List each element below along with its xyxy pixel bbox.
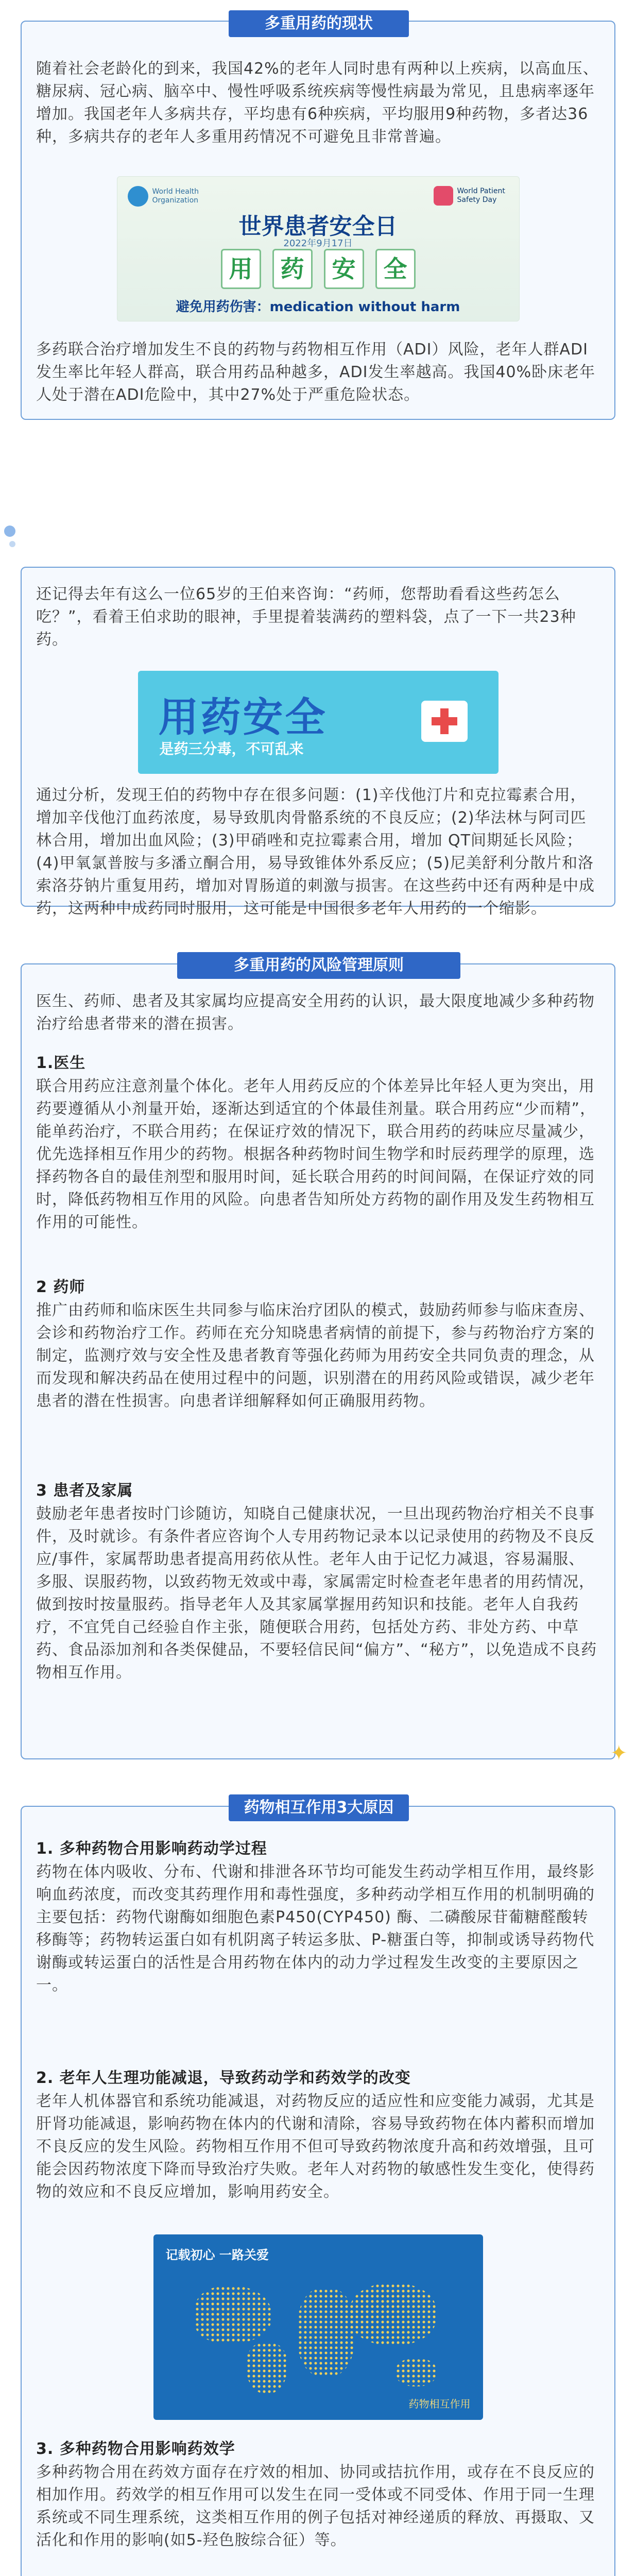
- medicine-box-icon: [421, 701, 468, 742]
- sparkle-icon: ✦: [610, 1741, 628, 1765]
- section-title-principles: 多重用药的风险管理原则: [177, 952, 460, 979]
- char-tile-3: 安: [324, 249, 364, 289]
- cause-1-body: 药物在体内吸收、分布、代谢和排泄各环节均可能发生药动学相互作用，最终影响血药浓度，而改变其药理作用和毒性强度，多种药动学相互作用的机制明确的主要包括：药物代谢酶如细胞色素P450(CYP450) 酶、二磷酸尿苷葡糖醛酸转移酶等；药物转运蛋白如有机阴离子转运多肽、P-糖蛋白等，抑制或诱导药物代谢酶或转运蛋白的活性是合用药物在体内的动力学过程发生改变的主要原因之一。: [36, 1863, 595, 1994]
- banner-subtitle: 是药三分毒，不可乱来: [159, 740, 304, 757]
- patient-heading: 3 患者及家属: [36, 1482, 133, 1500]
- section-title-causes: 药物相互作用3大原因: [229, 1794, 409, 1821]
- risk-principles-card: [21, 956, 615, 1759]
- case-paragraph-2: 通过分析，发现王伯的药物中存在很多问题：(1)辛伐他汀片和克拉霉素合用，增加辛伐他汀血药浓度，易导致肌肉骨骼系统的不良反应；(2)华法林与阿司匹林合用，增加出血风险；(3)甲硝唑和克拉霉素合用，增加 QT间期延长风险；(4)甲氧氯普胺与多潘立酮合用，易导致锥体外系反应；(5)尼美舒利分散片和洛索洛芬钠片重复用药，增加对胃肠道的刺激与损害。在这些药中还有两种是中成药，这两种中成药同时服用，这可能是中国很多老年人用药的一个缩影。: [36, 786, 595, 918]
- pharmacist-body: 推广由药师和临床医生共同参与临床治疗团队的模式，鼓励药师参与临床查房、会诊和药物治疗工作。药师在充分知晓患者病情的前提下，参与药物治疗方案的制定，监测疗效与安全性及患者教育等强化药师为用药安全共同负责的理念，从而发现和解决药品在使用过程中的问题，识别潜在的用药风险或错误，减少老年患者的潜在性损害。向患者详细解释如何正确服用药物。: [36, 1301, 595, 1410]
- decor-dot: [4, 526, 15, 537]
- banner-characters: [117, 249, 519, 289]
- status-paragraph-1: 随着社会老龄化的到来，我国42%的老年人同时患有两种以上疾病，以高血压、糖尿病、冠心病、脑卒中、慢性呼吸系统疾病等慢性病最为常见，且患病率逐年增加。我国老年人多病共存，平均患有6种疾病，平均服用9种药物，多者达36种，多病共存的老年人多重用药情况不可避免且非常普遍。: [36, 60, 599, 146]
- banner-title: 用药安全: [158, 694, 328, 741]
- principles-intro: 医生、药师、患者及其家属均应提高安全用药的认识，最大限度地减少多种药物治疗给患者带来的潜在损害。: [36, 992, 595, 1033]
- interaction-causes-card: [21, 1799, 615, 2576]
- char-tile-1: 用: [221, 249, 261, 289]
- poster-caption: 记载初心 一路关爱: [165, 2248, 269, 2262]
- status-paragraph-2: 多药联合治疗增加发生不良的药物与药物相互作用（ADI）风险，老年人群ADI发生率比年轻人群高，联合用药品种越多，ADI发生率越高。我国40%卧床老年人处于潜在ADI危险中，其中27%处于严重危险状态。: [36, 341, 596, 404]
- who-logo: [128, 186, 209, 207]
- status-card: [21, 14, 615, 420]
- banner-title: 世界患者安全日: [238, 213, 398, 240]
- case-paragraph-1: 还记得去年有这么一位65岁的王伯来咨询：“药师，您帮助看看这些药怎么吃？”，看着王伯求助的眼神，手里提着装满药的塑料袋，点了一下一共23种药。: [36, 585, 576, 649]
- cause-1-heading: 1. 多种药物合用影响药动学过程: [36, 1840, 267, 1858]
- cause-2-heading: 2. 老年人生理功能减退，导致药动学和药效学的改变: [36, 2069, 411, 2087]
- doctor-heading: 1.医生: [36, 1054, 86, 1072]
- pharmacist-heading: 2 药师: [36, 1278, 85, 1296]
- patient-safety-day-banner: [117, 176, 520, 321]
- medication-safety-banner: [138, 671, 499, 774]
- wpsd-logo-text: World Patient Safety Day: [457, 187, 505, 204]
- char-tile-2: 药: [272, 249, 313, 289]
- world-map-dots: [190, 2281, 447, 2394]
- banner-slogan: 避免用药伤害：medication without harm: [176, 299, 460, 315]
- cause-2-body: 老年人机体器官和系统功能减退，对药物反应的适应性和应变能力减弱，尤其是肝肾功能减退，影响药物在体内的代谢和清除，容易导致药物在体内蓄积而增加不良反应的发生风险。药物相互作用不但可导致药物浓度升高和药效增强，且可能会因药物浓度下降而导致治疗失败。老年人对药物的敏感性发生变化，使得药物的效应和不良反应增加，影响用药安全。: [36, 2092, 595, 2201]
- globe-icon: [128, 186, 148, 207]
- patient-body: 鼓励老年患者按时门诊随访，知晓自己健康状况，一旦出现药物治疗相关不良事件，及时就诊。有条件者应咨询个人专用药物记录本以记录使用的药物及不良反应/事件，家属帮助患者提高用药依从性。老年人由于记忆力减退，容易漏服、多服、误服药物，以致药物无效或中毒，家属需定时检查老年患者的用药情况，做到按时按量服药。指导老年人及其家属掌握用药知识和技能。老年人自我药疗，不宜凭自己经验自作主张，随便联合用药，包括处方药、非处方药、中草药、食品添加剂和各类保健品，不要轻信民间“偏方”、“秘方”，以免造成不良药物相互作用。: [36, 1505, 597, 1682]
- char-tile-4: 全: [375, 249, 416, 289]
- wpsd-logo: [434, 186, 509, 206]
- safety-logo-icon: [434, 186, 453, 206]
- decor-dot: [9, 541, 15, 547]
- banner-date: 2022年9月17日: [283, 238, 353, 249]
- world-map-poster: [153, 2234, 483, 2420]
- doctor-body: 联合用药应注意剂量个体化。老年人用药反应的个体差异比年轻人更为突出，用药要遵循从小剂量开始，逐渐达到适宜的个体最佳剂量。联合用药应“少而精”，能单药治疗，不联合用药；在保证疗效的情况下，联合用药的药味应尽量减少，优先选择相互作用少的药物。根据各种药物时间生物学和时辰药理学的原理，选择药物各自的最佳剂型和服用时间，延长联合用药的时间间隔，在保证疗效的同时，降低药物相互作用的风险。向患者告知所处方药物的副作用及发生药物相互作用的可能性。: [36, 1077, 596, 1231]
- section-title-status: 多重用药的现状: [229, 10, 409, 37]
- cause-3-body: 多种药物合用在药效方面存在疗效的相加、协同或拮抗作用，或存在不良反应的相加作用。药效学的相互作用可以发生在同一受体或不同受体、作用于同一生理系统或不同生理系统，这类相互作用的例子包括对神经递质的释放、再摄取、又活化和作用的影响(如5-羟色胺综合征）等。: [36, 2463, 595, 2549]
- case-card: [21, 567, 615, 918]
- poster-tag: 药物相互作用: [408, 2398, 471, 2410]
- cause-3-heading: 3. 多种药物合用影响药效学: [36, 2440, 235, 2458]
- who-logo-text: World Health Organization: [152, 188, 199, 205]
